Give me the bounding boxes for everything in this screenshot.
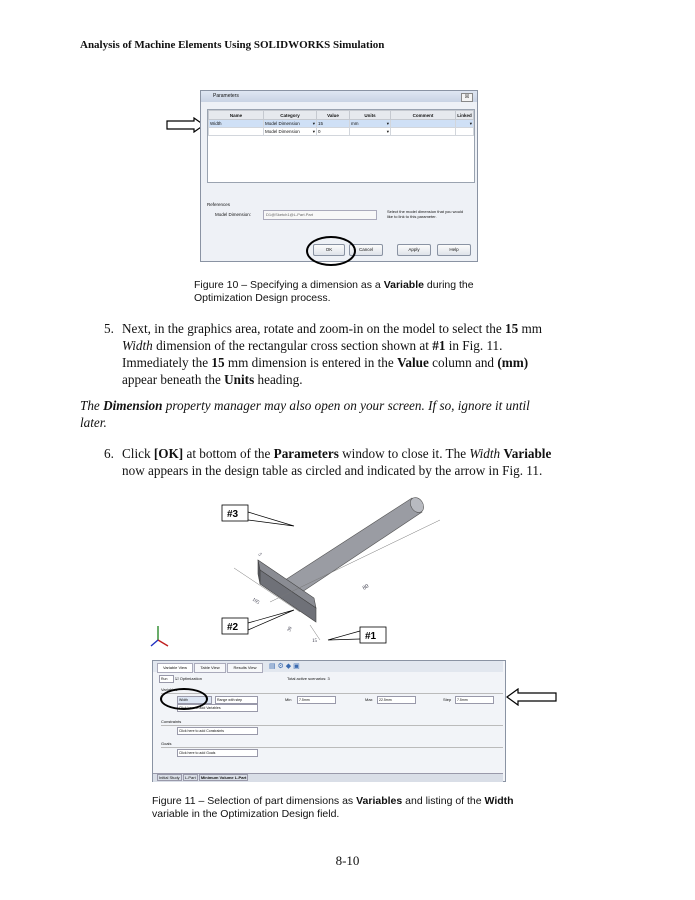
- l-part-model-figure: [150, 490, 480, 655]
- cell-linked[interactable]: [456, 128, 474, 136]
- cylinder-body: [282, 498, 422, 596]
- variables-label: Variables: [161, 687, 178, 692]
- cell-value[interactable]: 0: [317, 128, 350, 136]
- col-linked: Linked: [457, 112, 472, 118]
- step-5: 5. Next, in the graphics area, rotate and zoom-in on the model to select the 15 mm Width dimension of the rectangular cross section shown at #1 in Fig. 11. Immediately the 15 mm dimension is entered in the Value column and (mm) appear beneath the Units heading.: [104, 321, 543, 387]
- cell-category[interactable]: Model Dimension ▾: [265, 120, 315, 126]
- cell-comment[interactable]: [391, 120, 456, 128]
- table-row[interactable]: [209, 120, 474, 128]
- min-label: Min: [285, 697, 292, 702]
- step-label: Step: [443, 697, 452, 702]
- callout-2-pointer: [248, 610, 294, 630]
- step-field[interactable]: 7.5mm: [455, 696, 494, 704]
- dim-diam-label: 5: [256, 552, 262, 558]
- cell-linked[interactable]: ▾: [456, 120, 474, 128]
- callout-1-pointer: [328, 631, 360, 640]
- cell-name[interactable]: Width: [209, 120, 264, 128]
- cell-category[interactable]: Model Dimension ▾: [265, 128, 315, 134]
- width-highlight-circle: [160, 688, 208, 710]
- dropdown-icon[interactable]: ▾: [386, 128, 389, 134]
- study-tab[interactable]: Initial Study: [159, 775, 180, 780]
- ok-button[interactable]: OK: [313, 244, 345, 256]
- dropdown-icon[interactable]: ▾: [312, 120, 315, 126]
- add-goals-field[interactable]: Click here to add Goals: [177, 749, 258, 757]
- col-units: Units: [350, 111, 391, 120]
- dropdown-icon[interactable]: ▾: [312, 128, 315, 134]
- dim-line-width: [310, 625, 320, 640]
- divider: [161, 725, 503, 726]
- help-button[interactable]: Help: [437, 244, 471, 256]
- optimization-design-panel: [152, 660, 506, 782]
- dim-long-label: 80: [361, 583, 371, 592]
- step-6: 6. Click [OK] at bottom of the Parameters window to close it. The Width Variable now appears in the design table as circled and indicated by the arrow in Fig. 11.: [104, 446, 552, 478]
- col-comment: Comment: [391, 111, 456, 120]
- tab-results-view[interactable]: Results View: [227, 663, 263, 673]
- dialog-title: Parameters: [213, 93, 239, 99]
- figure-11-caption: Figure 11 – Selection of part dimensions as Variables and listing of the Width variable in the Optimization Design field.: [152, 795, 514, 820]
- max-label: Max: [365, 697, 373, 702]
- parameters-table: [207, 109, 475, 183]
- running-header: Analysis of Machine Elements Using SOLIDWORKS Simulation: [80, 39, 385, 51]
- model-dimension-field[interactable]: D1@Sketch1@L-Part.Part: [263, 210, 377, 220]
- tab-variable-view[interactable]: Variable View: [157, 663, 193, 673]
- divider: [161, 693, 503, 694]
- references-label: References: [207, 202, 231, 207]
- callout-3-pointer: [248, 512, 294, 526]
- callout-2-label: #2: [227, 622, 239, 633]
- cell-value[interactable]: 15: [317, 120, 350, 128]
- dim-line-long: [270, 520, 440, 602]
- model-dimension-label: Model Dimension:: [215, 212, 252, 217]
- add-variables-field[interactable]: Click here to add Variables: [177, 704, 258, 712]
- run-button[interactable]: Run: [159, 675, 174, 683]
- note-paragraph: The Dimension property manager may also open on your screen. If so, ignore it until later.: [80, 398, 530, 430]
- close-icon[interactable]: ☒: [461, 93, 473, 102]
- total-scenarios: Total active scenarios: 3: [287, 676, 330, 681]
- cell-units[interactable]: mm ▾: [351, 120, 389, 126]
- tab-table-view[interactable]: Table View: [194, 663, 226, 673]
- optimization-checkbox[interactable]: ☑ Optimization: [175, 676, 202, 681]
- pointer-arrow-fig11: [506, 688, 558, 706]
- variable-name-field[interactable]: Width: [177, 696, 212, 704]
- goals-label: Goals: [161, 741, 172, 746]
- model-dimension-note: Select the model dimension that you would like to link to this parameter.: [387, 209, 464, 219]
- cell-comment[interactable]: [391, 128, 456, 136]
- variable-type-select[interactable]: Range with step: [215, 696, 258, 704]
- cell-units[interactable]: [350, 128, 391, 136]
- col-value: Value: [317, 111, 350, 120]
- step-number: 6.: [104, 446, 114, 461]
- cancel-button[interactable]: Cancel: [349, 244, 383, 256]
- view-tabs: [153, 661, 503, 672]
- dim-width-label: 15: [312, 639, 317, 644]
- divider: [161, 747, 503, 748]
- step-number: 5.: [104, 321, 114, 336]
- axis-triad-icon: [151, 626, 168, 646]
- toolbar-icons[interactable]: ▤ ⚙ ◆ ▣: [269, 663, 300, 670]
- dialog-titlebar: [201, 91, 477, 102]
- min-field[interactable]: 7.5mm: [297, 696, 336, 704]
- dim-small-label: 105: [250, 597, 260, 606]
- dropdown-icon[interactable]: ▾: [386, 120, 389, 126]
- ok-highlight-circle: [306, 236, 356, 266]
- constraints-label: Constraints: [161, 719, 182, 724]
- study-tab[interactable]: L-Part: [184, 775, 196, 780]
- max-field[interactable]: 22.5mm: [377, 696, 416, 704]
- page-number: 8-10: [335, 853, 360, 868]
- cell-name[interactable]: [209, 128, 264, 136]
- study-tabs-bar: [153, 773, 503, 782]
- dim-height-label: 30: [287, 626, 294, 633]
- table-row[interactable]: [209, 128, 474, 136]
- apply-button[interactable]: Apply: [397, 244, 431, 256]
- callout-3-label: #3: [227, 509, 239, 520]
- callout-1-label: #1: [365, 631, 377, 642]
- col-category: Category: [264, 111, 317, 120]
- col-name: Name: [209, 111, 264, 120]
- figure-10-caption: Figure 10 – Specifying a dimension as a Variable during the Optimization Design process.: [194, 279, 474, 304]
- study-tab-active[interactable]: Minimum Volume L-Part: [200, 775, 247, 780]
- add-constraints-field[interactable]: Click here to add Constraints: [177, 727, 258, 735]
